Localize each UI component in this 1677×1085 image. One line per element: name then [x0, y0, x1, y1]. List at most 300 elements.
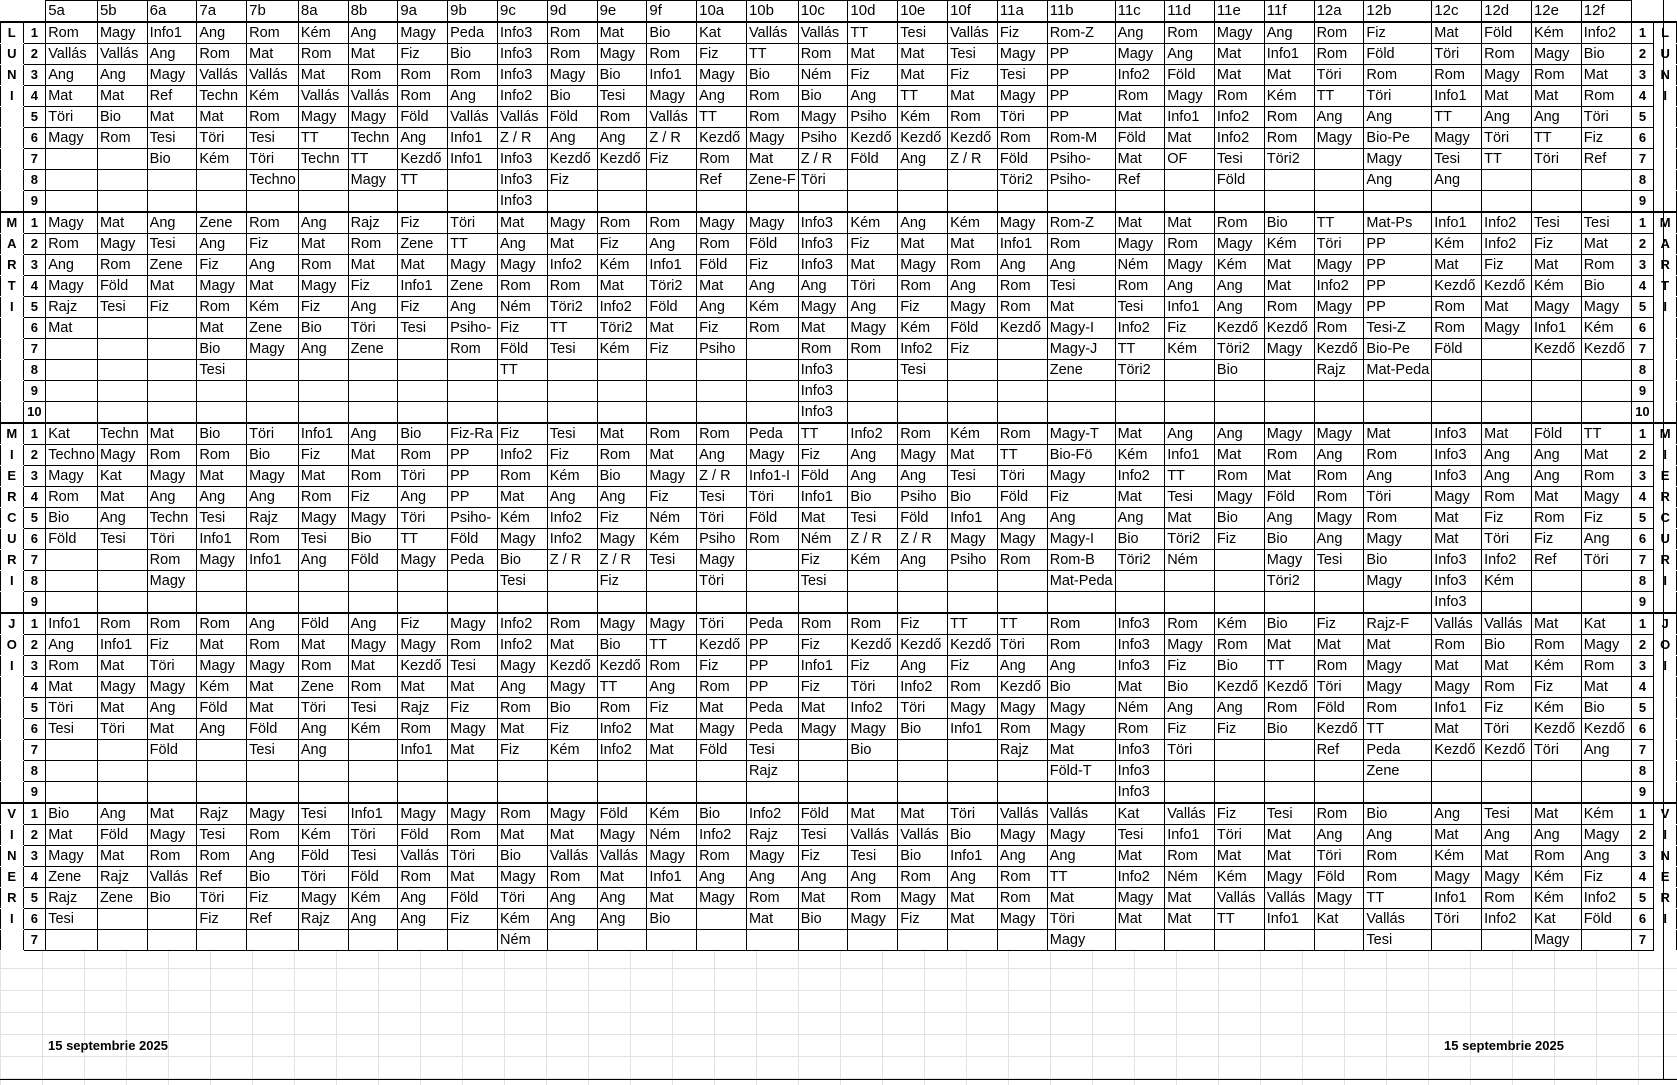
lesson-cell[interactable]: Info2 [1115, 466, 1165, 487]
lesson-cell[interactable] [1482, 170, 1532, 191]
lesson-cell[interactable]: Mat [1482, 423, 1532, 445]
lesson-cell[interactable]: Kém [1531, 656, 1581, 677]
lesson-cell[interactable]: Magy [398, 550, 448, 571]
lesson-cell[interactable]: Rom [498, 803, 548, 825]
lesson-cell[interactable]: Tesi [1165, 487, 1215, 508]
lesson-cell[interactable]: Töri [147, 656, 197, 677]
lesson-cell[interactable]: TT [1531, 128, 1581, 149]
lesson-cell[interactable]: Vallás [398, 846, 448, 867]
lesson-cell[interactable] [1165, 930, 1215, 951]
lesson-cell[interactable]: Fiz [848, 234, 898, 255]
lesson-cell[interactable]: Fiz [798, 677, 848, 698]
lesson-cell[interactable]: Peda [448, 22, 498, 44]
lesson-cell[interactable]: Mat [1165, 508, 1215, 529]
lesson-cell[interactable]: Töri [298, 698, 348, 719]
lesson-cell[interactable] [97, 909, 147, 930]
lesson-cell[interactable]: Rom [798, 339, 848, 360]
lesson-cell[interactable]: Mat [1264, 846, 1314, 867]
class-header[interactable]: 12e [1531, 1, 1581, 23]
lesson-cell[interactable]: Zene [247, 318, 299, 339]
lesson-cell[interactable]: Kat [697, 22, 747, 44]
lesson-cell[interactable] [1047, 782, 1115, 804]
lesson-cell[interactable] [97, 170, 147, 191]
lesson-cell[interactable] [697, 761, 747, 782]
lesson-cell[interactable]: Magy [1264, 550, 1314, 571]
lesson-cell[interactable]: Föld [97, 276, 147, 297]
lesson-cell[interactable]: Magy [1165, 86, 1215, 107]
lesson-cell[interactable]: Tesi [1214, 149, 1264, 170]
lesson-cell[interactable]: Magy [97, 22, 147, 44]
lesson-cell[interactable]: Rom [997, 128, 1047, 149]
lesson-cell[interactable]: Z / R [948, 149, 998, 170]
lesson-cell[interactable]: Kém [197, 149, 247, 170]
lesson-cell[interactable]: Tesi [398, 318, 448, 339]
lesson-cell[interactable]: Magy [597, 44, 647, 65]
lesson-cell[interactable]: Magy [1047, 698, 1115, 719]
lesson-cell[interactable] [147, 360, 197, 381]
lesson-cell[interactable]: Rajz [298, 909, 348, 930]
lesson-cell[interactable]: Fiz [498, 318, 548, 339]
lesson-cell[interactable]: Ang [547, 909, 597, 930]
lesson-cell[interactable]: Ang [147, 698, 197, 719]
lesson-cell[interactable]: Vallás [597, 846, 647, 867]
lesson-cell[interactable]: TT [1314, 212, 1364, 234]
lesson-cell[interactable] [948, 761, 998, 782]
lesson-cell[interactable] [147, 592, 197, 614]
lesson-cell[interactable]: Magy [147, 677, 197, 698]
lesson-cell[interactable]: Magy [1364, 656, 1432, 677]
lesson-cell[interactable]: Info2 [1314, 276, 1364, 297]
lesson-cell[interactable]: Töri [798, 170, 848, 191]
lesson-cell[interactable]: Kat [97, 466, 147, 487]
lesson-cell[interactable]: Magy [46, 128, 98, 149]
lesson-cell[interactable]: Rom [1047, 613, 1115, 635]
lesson-cell[interactable]: Techn [298, 149, 348, 170]
class-header[interactable]: 5b [97, 1, 147, 23]
lesson-cell[interactable]: Ang [898, 149, 948, 170]
lesson-cell[interactable]: Ang [1165, 44, 1215, 65]
lesson-cell[interactable]: Töri2 [1264, 149, 1314, 170]
lesson-cell[interactable] [398, 782, 448, 804]
lesson-cell[interactable]: Ném [1165, 550, 1215, 571]
lesson-cell[interactable]: Mat [597, 22, 647, 44]
lesson-cell[interactable]: Info3 [1432, 550, 1482, 571]
lesson-cell[interactable]: PP [1047, 44, 1115, 65]
lesson-cell[interactable]: Mat [848, 803, 898, 825]
lesson-cell[interactable] [298, 761, 348, 782]
lesson-cell[interactable]: Techn [197, 86, 247, 107]
lesson-cell[interactable] [498, 402, 548, 424]
lesson-cell[interactable]: Rom [647, 44, 697, 65]
lesson-cell[interactable] [898, 740, 948, 761]
lesson-cell[interactable]: Tesi [898, 360, 948, 381]
lesson-cell[interactable] [1314, 930, 1364, 951]
lesson-cell[interactable]: Info3 [1115, 613, 1165, 635]
lesson-cell[interactable]: Vallás [997, 803, 1047, 825]
lesson-cell[interactable]: Töri [1314, 234, 1364, 255]
lesson-cell[interactable]: Töri [348, 318, 398, 339]
lesson-cell[interactable]: Mat [97, 698, 147, 719]
lesson-cell[interactable]: Mat [1115, 212, 1165, 234]
lesson-cell[interactable]: Kém [1531, 276, 1581, 297]
lesson-cell[interactable]: Magy [1214, 234, 1264, 255]
lesson-cell[interactable]: Fiz [697, 656, 747, 677]
lesson-cell[interactable]: Rom [1531, 846, 1581, 867]
lesson-cell[interactable]: Info2 [898, 339, 948, 360]
lesson-cell[interactable]: Rom [997, 276, 1047, 297]
lesson-cell[interactable]: Kezdő [1531, 719, 1581, 740]
lesson-cell[interactable]: Vallás [746, 22, 798, 44]
lesson-cell[interactable]: Mat [1165, 888, 1215, 909]
lesson-cell[interactable]: Rom [1047, 635, 1115, 656]
lesson-cell[interactable]: Info3 [798, 234, 848, 255]
lesson-cell[interactable]: Kezdő [1432, 276, 1482, 297]
lesson-cell[interactable] [147, 318, 197, 339]
lesson-cell[interactable] [597, 402, 647, 424]
lesson-cell[interactable]: Töri [1314, 677, 1364, 698]
lesson-cell[interactable]: Info1 [948, 508, 998, 529]
lesson-cell[interactable]: Kém [348, 719, 398, 740]
lesson-cell[interactable] [97, 149, 147, 170]
class-header[interactable]: 9b [448, 1, 498, 23]
lesson-cell[interactable]: Töri2 [1264, 571, 1314, 592]
lesson-cell[interactable]: Töri [1314, 846, 1364, 867]
lesson-cell[interactable]: Ang [1165, 698, 1215, 719]
lesson-cell[interactable]: Info2 [498, 445, 548, 466]
lesson-cell[interactable]: Mat [46, 677, 98, 698]
lesson-cell[interactable]: Magy [147, 466, 197, 487]
lesson-cell[interactable]: Kém [547, 466, 597, 487]
lesson-cell[interactable]: Vallás [247, 65, 299, 86]
lesson-cell[interactable]: Fiz [848, 65, 898, 86]
lesson-cell[interactable]: Info2 [1482, 234, 1532, 255]
lesson-cell[interactable]: Info2 [498, 86, 548, 107]
lesson-cell[interactable] [348, 381, 398, 402]
lesson-cell[interactable] [1432, 191, 1482, 213]
lesson-cell[interactable]: Zene [97, 888, 147, 909]
lesson-cell[interactable]: Rom [1214, 466, 1264, 487]
lesson-cell[interactable] [147, 170, 197, 191]
lesson-cell[interactable]: Rom [898, 867, 948, 888]
lesson-cell[interactable]: Bio [647, 909, 697, 930]
class-header[interactable]: 7a [197, 1, 247, 23]
lesson-cell[interactable]: Magy [1165, 255, 1215, 276]
lesson-cell[interactable]: Mat [1432, 508, 1482, 529]
lesson-cell[interactable]: Rom [247, 635, 299, 656]
lesson-cell[interactable]: Ang [348, 909, 398, 930]
lesson-cell[interactable] [348, 402, 398, 424]
lesson-cell[interactable]: Ang [948, 276, 998, 297]
lesson-cell[interactable]: Bio [898, 846, 948, 867]
lesson-cell[interactable]: Töri [147, 529, 197, 550]
lesson-cell[interactable]: Ang [298, 719, 348, 740]
lesson-cell[interactable] [798, 761, 848, 782]
lesson-cell[interactable]: Ang [1115, 22, 1165, 44]
lesson-cell[interactable]: Rom [448, 339, 498, 360]
lesson-cell[interactable]: Mat [348, 445, 398, 466]
lesson-cell[interactable] [97, 782, 147, 804]
lesson-cell[interactable]: Ang [197, 487, 247, 508]
lesson-cell[interactable]: Mat [1364, 635, 1432, 656]
lesson-cell[interactable]: Magy [1432, 487, 1482, 508]
lesson-cell[interactable]: Fiz [197, 255, 247, 276]
lesson-cell[interactable]: Ang [1364, 466, 1432, 487]
lesson-cell[interactable]: Rom [298, 44, 348, 65]
lesson-cell[interactable]: Kezdő [1264, 677, 1314, 698]
lesson-cell[interactable]: Fiz [1165, 318, 1215, 339]
lesson-cell[interactable]: Magy [1047, 825, 1115, 846]
lesson-cell[interactable]: Ang [547, 128, 597, 149]
lesson-cell[interactable] [1364, 191, 1432, 213]
lesson-cell[interactable]: Ang [97, 508, 147, 529]
lesson-cell[interactable]: Fiz [1531, 234, 1581, 255]
lesson-cell[interactable] [697, 381, 747, 402]
lesson-cell[interactable]: Bio [597, 466, 647, 487]
lesson-cell[interactable]: Tesi [848, 508, 898, 529]
lesson-cell[interactable]: Ang [647, 234, 697, 255]
lesson-cell[interactable]: Magy [1115, 234, 1165, 255]
lesson-cell[interactable]: Peda [746, 423, 798, 445]
lesson-cell[interactable]: Rom [348, 65, 398, 86]
lesson-cell[interactable]: Magy [1364, 149, 1432, 170]
lesson-cell[interactable]: Töri [498, 888, 548, 909]
lesson-cell[interactable]: Kezdő [597, 149, 647, 170]
lesson-cell[interactable]: Bio [147, 888, 197, 909]
lesson-cell[interactable]: Vallás [147, 867, 197, 888]
lesson-cell[interactable]: Mat [1115, 149, 1165, 170]
lesson-cell[interactable]: Magy [247, 339, 299, 360]
lesson-cell[interactable]: TT [997, 445, 1047, 466]
lesson-cell[interactable]: Mat [547, 635, 597, 656]
lesson-cell[interactable]: Ang [1531, 107, 1581, 128]
lesson-cell[interactable] [997, 571, 1047, 592]
lesson-cell[interactable]: Magy [1581, 487, 1631, 508]
lesson-cell[interactable]: Magy [848, 719, 898, 740]
lesson-cell[interactable]: Magy [147, 65, 197, 86]
lesson-cell[interactable]: Magy [348, 508, 398, 529]
lesson-cell[interactable] [647, 782, 697, 804]
lesson-cell[interactable]: Föld [1165, 65, 1215, 86]
lesson-cell[interactable]: Rom-Z [1047, 22, 1115, 44]
lesson-cell[interactable]: Töri [1364, 487, 1432, 508]
lesson-cell[interactable]: Magy [697, 719, 747, 740]
lesson-cell[interactable]: Magy [697, 212, 747, 234]
lesson-cell[interactable]: Fiz [798, 445, 848, 466]
lesson-cell[interactable]: Z / R [498, 128, 548, 149]
lesson-cell[interactable] [1047, 402, 1115, 424]
lesson-cell[interactable]: Magy [298, 276, 348, 297]
lesson-cell[interactable]: PP [1364, 255, 1432, 276]
lesson-cell[interactable]: Techno [46, 445, 98, 466]
lesson-cell[interactable] [1482, 782, 1532, 804]
lesson-cell[interactable]: Ang [848, 466, 898, 487]
lesson-cell[interactable] [647, 571, 697, 592]
lesson-cell[interactable]: TT [697, 107, 747, 128]
lesson-cell[interactable]: Mat [498, 825, 548, 846]
lesson-cell[interactable]: Föld [798, 803, 848, 825]
lesson-cell[interactable] [1432, 381, 1482, 402]
lesson-cell[interactable] [697, 909, 747, 930]
lesson-cell[interactable]: Tesi [147, 128, 197, 149]
lesson-cell[interactable]: Mat [1581, 234, 1631, 255]
lesson-cell[interactable] [147, 909, 197, 930]
lesson-cell[interactable] [398, 339, 448, 360]
lesson-cell[interactable]: Kém [948, 423, 998, 445]
lesson-cell[interactable]: Ref [1115, 170, 1165, 191]
lesson-cell[interactable]: Fiz [798, 550, 848, 571]
lesson-cell[interactable]: Kém [1115, 445, 1165, 466]
lesson-cell[interactable]: Zene [147, 255, 197, 276]
lesson-cell[interactable] [197, 191, 247, 213]
lesson-cell[interactable] [1531, 381, 1581, 402]
class-header[interactable]: 10b [746, 1, 798, 23]
lesson-cell[interactable]: Rom [298, 656, 348, 677]
lesson-cell[interactable]: Tesi [1115, 297, 1165, 318]
lesson-cell[interactable]: Ang [898, 550, 948, 571]
lesson-cell[interactable] [1531, 402, 1581, 424]
lesson-cell[interactable]: Föld [1115, 128, 1165, 149]
lesson-cell[interactable]: Info1 [448, 128, 498, 149]
lesson-cell[interactable] [398, 761, 448, 782]
lesson-cell[interactable] [398, 360, 448, 381]
lesson-cell[interactable]: Rom [46, 656, 98, 677]
lesson-cell[interactable]: Ném [647, 508, 697, 529]
class-header[interactable]: 11b [1047, 1, 1115, 23]
lesson-cell[interactable]: Töri [697, 613, 747, 635]
lesson-cell[interactable] [1314, 571, 1364, 592]
lesson-cell[interactable]: Ang [1214, 698, 1264, 719]
lesson-cell[interactable]: Magy [498, 867, 548, 888]
lesson-cell[interactable] [46, 149, 98, 170]
lesson-cell[interactable]: PP [746, 677, 798, 698]
lesson-cell[interactable]: Ang [1214, 297, 1264, 318]
class-header[interactable]: 9f [647, 1, 697, 23]
lesson-cell[interactable]: Mat [848, 255, 898, 276]
lesson-cell[interactable]: Techno [247, 170, 299, 191]
lesson-cell[interactable]: TT [398, 529, 448, 550]
lesson-cell[interactable]: Töri [1364, 86, 1432, 107]
lesson-cell[interactable]: Psiho- [448, 318, 498, 339]
lesson-cell[interactable]: Mat [1531, 487, 1581, 508]
lesson-cell[interactable]: Rom [1047, 234, 1115, 255]
lesson-cell[interactable]: Mat-Peda [1047, 571, 1115, 592]
lesson-cell[interactable]: Ang [298, 212, 348, 234]
lesson-cell[interactable] [147, 761, 197, 782]
lesson-cell[interactable]: Bio [1214, 360, 1264, 381]
lesson-cell[interactable]: Z / R [697, 466, 747, 487]
lesson-cell[interactable]: Z / R [547, 550, 597, 571]
lesson-cell[interactable]: Töri [448, 212, 498, 234]
lesson-cell[interactable]: Rom [1165, 613, 1215, 635]
lesson-cell[interactable] [197, 402, 247, 424]
lesson-cell[interactable]: Zene [1364, 761, 1432, 782]
lesson-cell[interactable]: Ang [147, 212, 197, 234]
lesson-cell[interactable]: PP [1364, 276, 1432, 297]
lesson-cell[interactable] [398, 402, 448, 424]
lesson-cell[interactable] [147, 930, 197, 951]
lesson-cell[interactable]: Bio [1264, 613, 1314, 635]
lesson-cell[interactable] [697, 930, 747, 951]
lesson-cell[interactable]: Mat [1115, 107, 1165, 128]
lesson-cell[interactable]: Fiz [398, 297, 448, 318]
lesson-cell[interactable] [746, 592, 798, 614]
lesson-cell[interactable]: TT [1364, 888, 1432, 909]
lesson-cell[interactable]: Rajz [746, 825, 798, 846]
lesson-cell[interactable]: Info3 [498, 149, 548, 170]
lesson-cell[interactable]: Kém [498, 508, 548, 529]
lesson-cell[interactable]: Z / R [798, 149, 848, 170]
lesson-cell[interactable] [97, 360, 147, 381]
lesson-cell[interactable]: Rom [1432, 635, 1482, 656]
lesson-cell[interactable]: Fiz [1047, 487, 1115, 508]
lesson-cell[interactable]: Techn [147, 508, 197, 529]
lesson-cell[interactable]: Rom [1364, 846, 1432, 867]
lesson-cell[interactable] [948, 170, 998, 191]
lesson-cell[interactable]: Ang [997, 255, 1047, 276]
lesson-cell[interactable]: PP [1364, 297, 1432, 318]
lesson-cell[interactable] [997, 592, 1047, 614]
lesson-cell[interactable]: Magy-I [1047, 529, 1115, 550]
lesson-cell[interactable]: Rom [597, 107, 647, 128]
lesson-cell[interactable] [697, 782, 747, 804]
lesson-cell[interactable]: Mat [1264, 276, 1314, 297]
lesson-cell[interactable] [46, 782, 98, 804]
lesson-cell[interactable]: Rom [1482, 44, 1532, 65]
lesson-cell[interactable]: Tesi [746, 740, 798, 761]
lesson-cell[interactable]: Vallás [298, 86, 348, 107]
lesson-cell[interactable]: Ang [398, 128, 448, 149]
lesson-cell[interactable] [746, 360, 798, 381]
lesson-cell[interactable]: Magy [997, 698, 1047, 719]
lesson-cell[interactable]: Rom [448, 825, 498, 846]
lesson-cell[interactable] [1264, 930, 1314, 951]
lesson-cell[interactable] [746, 381, 798, 402]
lesson-cell[interactable]: Ref [247, 909, 299, 930]
lesson-cell[interactable]: Mat [1432, 825, 1482, 846]
lesson-cell[interactable]: Bio [647, 22, 697, 44]
lesson-cell[interactable] [147, 381, 197, 402]
lesson-cell[interactable]: Mat [1314, 635, 1364, 656]
lesson-cell[interactable] [46, 571, 98, 592]
lesson-cell[interactable]: Rom [97, 255, 147, 276]
class-header[interactable]: 12c [1432, 1, 1482, 23]
lesson-cell[interactable]: Info2 [1115, 867, 1165, 888]
lesson-cell[interactable]: Bio [547, 86, 597, 107]
lesson-cell[interactable]: TT [898, 86, 948, 107]
lesson-cell[interactable] [547, 930, 597, 951]
lesson-cell[interactable]: Mat [1214, 65, 1264, 86]
lesson-cell[interactable]: Rom [547, 44, 597, 65]
lesson-cell[interactable]: Magy [197, 550, 247, 571]
lesson-cell[interactable]: Fiz [348, 276, 398, 297]
lesson-cell[interactable]: TT [448, 234, 498, 255]
class-header[interactable]: 11a [997, 1, 1047, 23]
lesson-cell[interactable]: Töri [746, 487, 798, 508]
lesson-cell[interactable] [1314, 782, 1364, 804]
lesson-cell[interactable] [697, 402, 747, 424]
lesson-cell[interactable]: Töri [197, 888, 247, 909]
lesson-cell[interactable]: Ang [1047, 255, 1115, 276]
lesson-cell[interactable]: Fiz [1581, 128, 1631, 149]
lesson-cell[interactable]: Rom [1264, 698, 1314, 719]
lesson-cell[interactable]: Töri2 [647, 276, 697, 297]
lesson-cell[interactable]: Magy [1531, 44, 1581, 65]
lesson-cell[interactable]: Ang [298, 550, 348, 571]
lesson-cell[interactable]: Mat [97, 487, 147, 508]
class-header[interactable]: 7b [247, 1, 299, 23]
lesson-cell[interactable] [348, 761, 398, 782]
lesson-cell[interactable]: TT [597, 677, 647, 698]
